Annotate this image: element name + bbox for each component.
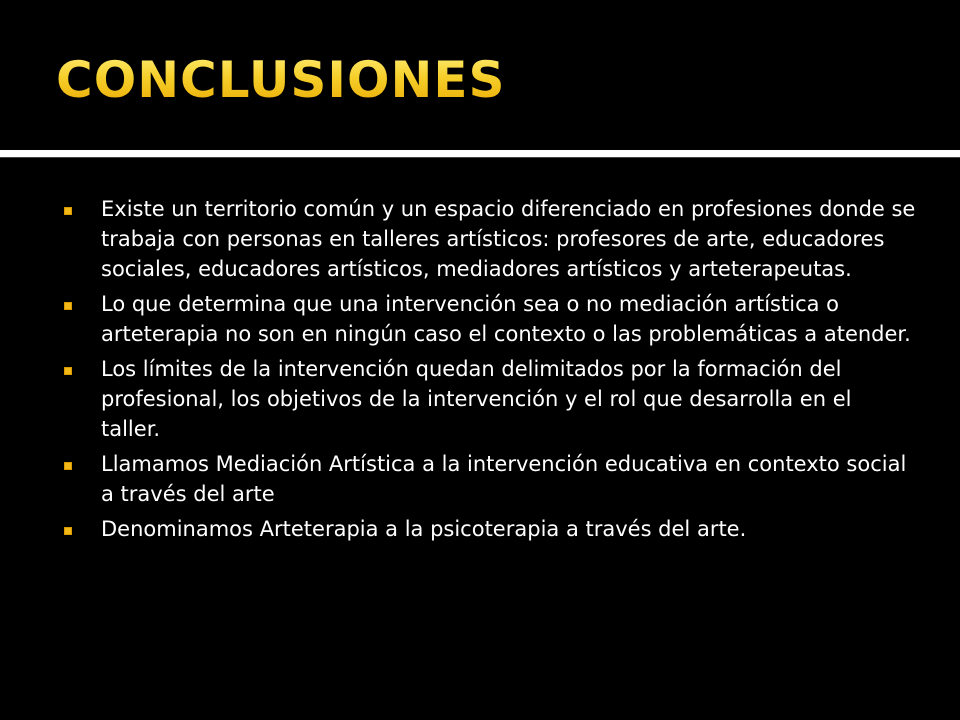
bullet-text: Lo que determina que una intervención sea o no mediación artística o arteterapia no son en ningún caso el contexto o las problemáticas a atender.	[101, 292, 911, 346]
square-bullet-icon	[64, 527, 72, 535]
title-divider	[0, 150, 960, 157]
bullet-item	[64, 449, 916, 509]
square-bullet-icon	[64, 207, 72, 215]
bullet-item	[64, 194, 916, 284]
slide-title: CONCLUSIONES	[56, 51, 506, 109]
square-bullet-icon	[64, 302, 72, 310]
bullet-item	[64, 514, 916, 544]
bullet-text: Denominamos Arteterapia a la psicoterapia a través del arte.	[101, 517, 747, 541]
bullet-item	[64, 289, 916, 349]
bullet-text: Los límites de la intervención quedan delimitados por la formación del profesional, los objetivos de la intervención y el rol que desarrolla en el taller.	[101, 357, 852, 441]
bullet-text: Llamamos Mediación Artística a la intervención educativa en contexto social a través del arte	[101, 452, 907, 506]
bullet-text: Existe un territorio común y un espacio diferenciado en profesiones donde se trabaja con personas en talleres artísticos: profesores de arte, educadores sociales, educadores artísticos, mediadores artísticos y arteterapeutas.	[101, 197, 916, 281]
bullet-list	[64, 194, 916, 549]
square-bullet-icon	[64, 462, 72, 470]
square-bullet-icon	[64, 367, 72, 375]
bullet-item	[64, 354, 916, 444]
